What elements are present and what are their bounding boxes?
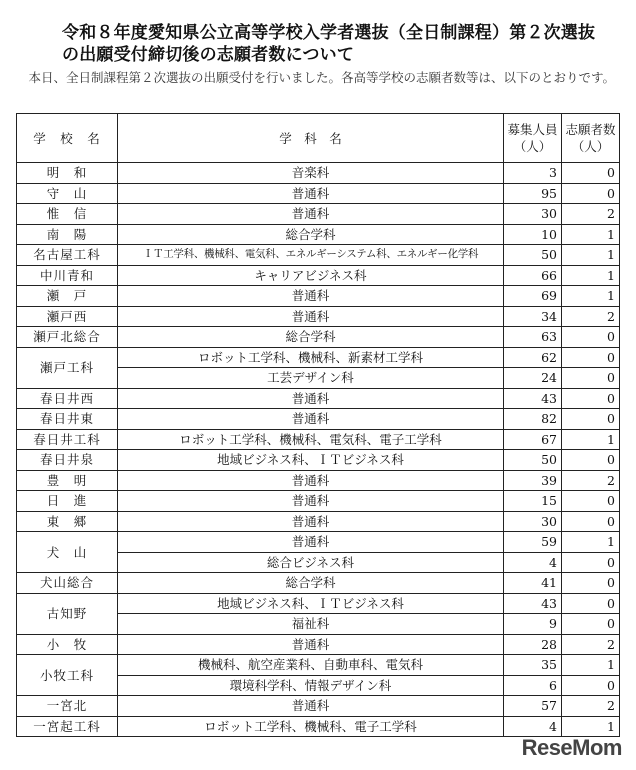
- applicants-value: 1: [562, 716, 620, 737]
- school-name: 中川青和: [17, 265, 118, 286]
- capacity-value: 30: [504, 511, 562, 532]
- department-name: 普通科: [118, 409, 504, 430]
- department-name: 普通科: [118, 286, 504, 307]
- capacity-value: 63: [504, 327, 562, 348]
- capacity-value: 59: [504, 532, 562, 553]
- applicants-value: 0: [562, 593, 620, 614]
- applicants-value: 0: [562, 614, 620, 635]
- capacity-value: 67: [504, 429, 562, 450]
- applicants-value: 2: [562, 696, 620, 717]
- table-row: [17, 265, 620, 286]
- table-row: [17, 716, 620, 737]
- capacity-value: 15: [504, 491, 562, 512]
- applicants-value: 2: [562, 634, 620, 655]
- school-name: 犬山総合: [17, 573, 118, 594]
- department-name: 機械科、航空産業科、自動車科、電気科: [118, 655, 504, 676]
- header-school: 学 校 名: [17, 114, 118, 163]
- department-name: 普通科: [118, 511, 504, 532]
- capacity-value: 34: [504, 306, 562, 327]
- title-line-2: の出願受付締切後の志願者数について: [62, 45, 355, 65]
- applicants-value: 0: [562, 450, 620, 471]
- school-name: 南 陽: [17, 224, 118, 245]
- applicants-value: 1: [562, 224, 620, 245]
- capacity-value: 95: [504, 183, 562, 204]
- department-name: 地域ビジネス科、ＩＴビジネス科: [118, 450, 504, 471]
- applicants-value: 0: [562, 491, 620, 512]
- school-name: 東 郷: [17, 511, 118, 532]
- capacity-value: 39: [504, 470, 562, 491]
- department-name: ロボット工学科、機械科、新素材工学科: [118, 347, 504, 368]
- capacity-value: 35: [504, 655, 562, 676]
- applicants-value: 0: [562, 552, 620, 573]
- applicants-value: 0: [562, 388, 620, 409]
- table-row: [17, 655, 620, 676]
- department-name: ロボット工学科、機械科、電子工学科: [118, 716, 504, 737]
- applicants-value: 0: [562, 675, 620, 696]
- applicants-table: [16, 113, 620, 737]
- department-name: ロボット工学科、機械科、電気科、電子工学科: [118, 429, 504, 450]
- department-name: 普通科: [118, 183, 504, 204]
- department-name: 普通科: [118, 634, 504, 655]
- school-name: 豊 明: [17, 470, 118, 491]
- capacity-value: 30: [504, 204, 562, 225]
- table-row: [17, 593, 620, 614]
- department-name: 普通科: [118, 306, 504, 327]
- capacity-value: 66: [504, 265, 562, 286]
- department-name: キャリアビジネス科: [118, 265, 504, 286]
- department-name: 環境科学科、情報デザイン科: [118, 675, 504, 696]
- table-row: [17, 183, 620, 204]
- department-name: 総合学科: [118, 327, 504, 348]
- applicants-value: 0: [562, 511, 620, 532]
- department-name: 普通科: [118, 491, 504, 512]
- table-row: [17, 306, 620, 327]
- table-row: [17, 491, 620, 512]
- capacity-value: 10: [504, 224, 562, 245]
- school-name: 春日井西: [17, 388, 118, 409]
- applicants-value: 0: [562, 573, 620, 594]
- capacity-value: 82: [504, 409, 562, 430]
- capacity-value: 57: [504, 696, 562, 717]
- document-title: [62, 22, 595, 66]
- capacity-value: 41: [504, 573, 562, 594]
- applicants-value: 0: [562, 183, 620, 204]
- applicants-value: 0: [562, 327, 620, 348]
- department-name: 福祉科: [118, 614, 504, 635]
- school-name: 瀬戸西: [17, 306, 118, 327]
- applicants-value: 1: [562, 429, 620, 450]
- header-capacity: 募集人員 （人）: [504, 114, 562, 163]
- department-name: 工芸デザイン科: [118, 368, 504, 389]
- intro-paragraph: 本日、全日制課程第２次選抜の出願受付を行いました。各高等学校の志願者数等は、以下のとおりです。: [28, 70, 616, 85]
- school-name: 小 牧: [17, 634, 118, 655]
- applicants-value: 1: [562, 655, 620, 676]
- header-department: 学 科 名: [118, 114, 504, 163]
- capacity-value: 50: [504, 450, 562, 471]
- school-name: 瀬戸工科: [17, 347, 118, 388]
- capacity-value: 6: [504, 675, 562, 696]
- school-name: 惟 信: [17, 204, 118, 225]
- department-name: 総合学科: [118, 573, 504, 594]
- table-row: [17, 450, 620, 471]
- table-row: [17, 634, 620, 655]
- applicants-value: 2: [562, 306, 620, 327]
- table-row: [17, 347, 620, 368]
- department-name: 音楽科: [118, 163, 504, 184]
- school-name: 一宮北: [17, 696, 118, 717]
- school-name: 守 山: [17, 183, 118, 204]
- capacity-value: 43: [504, 593, 562, 614]
- table-row: [17, 532, 620, 553]
- header-applicants: 志願者数 （人）: [562, 114, 620, 163]
- department-name: 総合ビジネス科: [118, 552, 504, 573]
- school-name: 瀬戸北総合: [17, 327, 118, 348]
- table-row: [17, 286, 620, 307]
- department-name: 普通科: [118, 204, 504, 225]
- applicants-value: 1: [562, 286, 620, 307]
- applicants-value: 0: [562, 347, 620, 368]
- table-header-row: [17, 114, 620, 163]
- applicants-value: 1: [562, 265, 620, 286]
- capacity-value: 4: [504, 716, 562, 737]
- table-row: [17, 573, 620, 594]
- table-row: [17, 163, 620, 184]
- table-row: [17, 409, 620, 430]
- department-name: 普通科: [118, 532, 504, 553]
- department-name: 地域ビジネス科、ＩＴビジネス科: [118, 593, 504, 614]
- table-row: [17, 511, 620, 532]
- school-name: 小牧工科: [17, 655, 118, 696]
- department-name: 普通科: [118, 696, 504, 717]
- applicants-value: 0: [562, 368, 620, 389]
- applicants-value: 2: [562, 470, 620, 491]
- capacity-value: 9: [504, 614, 562, 635]
- department-name: 総合学科: [118, 224, 504, 245]
- department-name: ＩＴ工学科、機械科、電気科、エネルギーシステム科、エネルギー化学科: [118, 245, 504, 266]
- capacity-value: 4: [504, 552, 562, 573]
- school-name: 明 和: [17, 163, 118, 184]
- capacity-value: 43: [504, 388, 562, 409]
- capacity-value: 50: [504, 245, 562, 266]
- school-name: 瀬 戸: [17, 286, 118, 307]
- table-row: [17, 327, 620, 348]
- department-name: 普通科: [118, 470, 504, 491]
- school-name: 一宮起工科: [17, 716, 118, 737]
- school-name: 犬 山: [17, 532, 118, 573]
- applicants-value: 0: [562, 163, 620, 184]
- capacity-value: 24: [504, 368, 562, 389]
- school-name: 春日井東: [17, 409, 118, 430]
- applicants-value: 0: [562, 409, 620, 430]
- table-body: [17, 163, 620, 737]
- table-row: [17, 696, 620, 717]
- table-row: [17, 429, 620, 450]
- table-row: [17, 470, 620, 491]
- table-row: [17, 245, 620, 266]
- school-name: 古知野: [17, 593, 118, 634]
- applicants-value: 1: [562, 532, 620, 553]
- applicants-value: 2: [562, 204, 620, 225]
- table-row: [17, 388, 620, 409]
- title-line-1: 令和８年度愛知県公立高等学校入学者選抜（全日制課程）第２次選抜: [62, 23, 596, 43]
- school-name: 春日井泉: [17, 450, 118, 471]
- department-name: 普通科: [118, 388, 504, 409]
- school-name: 名古屋工科: [17, 245, 118, 266]
- school-name: 春日井工科: [17, 429, 118, 450]
- capacity-value: 62: [504, 347, 562, 368]
- resemom-logo: ReseMom: [521, 735, 622, 760]
- school-name: 日 進: [17, 491, 118, 512]
- applicants-value: 1: [562, 245, 620, 266]
- table-row: [17, 224, 620, 245]
- capacity-value: 28: [504, 634, 562, 655]
- table-row: [17, 204, 620, 225]
- capacity-value: 3: [504, 163, 562, 184]
- capacity-value: 69: [504, 286, 562, 307]
